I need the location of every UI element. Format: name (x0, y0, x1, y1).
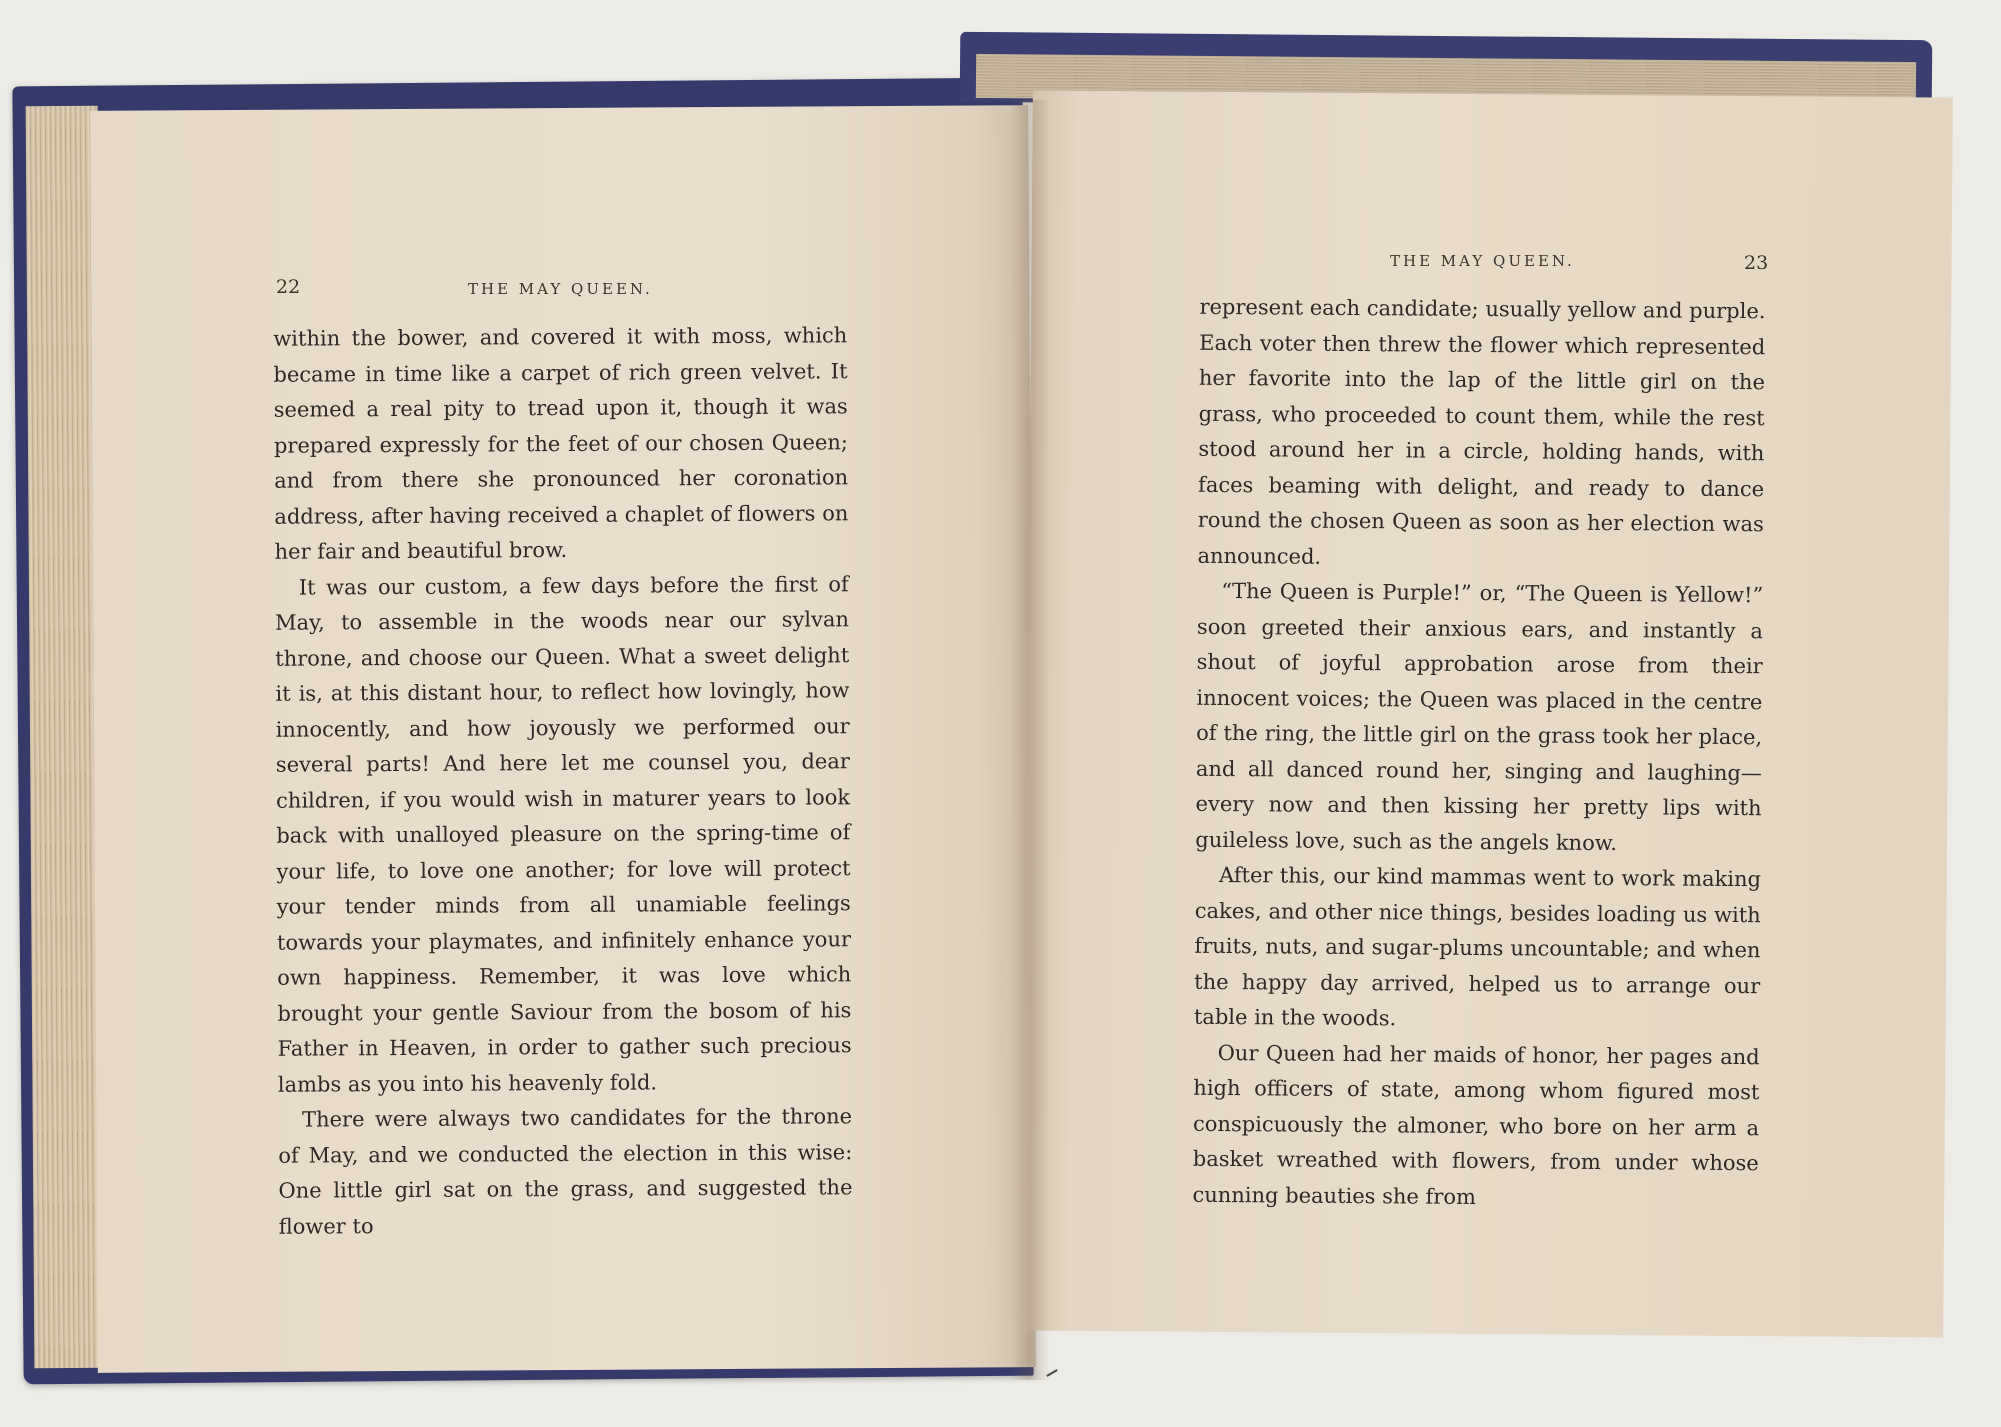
left-page-number: 22 (276, 276, 301, 298)
right-paragraph-1: represent each candidate; usually yellow and purple. Each voter then threw the flower which represented her favorite into the lap of the little girl on the grass, who proceeded to count them, while the rest stood around her in a circle, holding hands, with faces beaming with delight, and ready to dance round the chosen Queen as soon as her election was announced. (1197, 294, 1766, 569)
right-page-body (1192, 290, 1765, 1217)
gutter-shadow (1010, 100, 1050, 1380)
right-paragraph-4: Our Queen had her maids of honor, her pages and high officers of state, among whom figured most conspicuously the almoner, who bore on her arm a basket wreathed with flowers, from under whose cunning beauties she from (1192, 1040, 1760, 1209)
right-paragraph-2: “The Queen is Purple!” or, “The Queen is Yellow!” soon greeted their anxious ears, and instantly a shout of joyful approbation arose from their innocent voices; the Queen was placed in the centre of the ring, the little girl on the grass took her place, and all danced round her, singing and laughing—every now and then kissing her pretty lips with guileless love, such as the angels know. (1195, 578, 1764, 855)
left-running-head: THE MAY QUEEN. (468, 280, 653, 298)
right-page-number: 23 (1744, 252, 1769, 274)
left-page-body (273, 318, 853, 1244)
right-paragraph-3: After this, our kind mammas went to work making cakes, and other nice things, besides loading us with fruits, nuts, and sugar-plums uncountable; and when the happy day arrived, helped us to arrange our table in the woods. (1193, 862, 1762, 1031)
left-paragraph-2: It was our custom, a few days before the first of May, to assemble in the woods near our sylvan throne, and choose our Queen. What a sweet delight it is, at this distant hour, to reflect how lovingly, how innocently, and how joyously we performed our several parts! And here let me counsel you, dear children, if you would wish in maturer years to look back with unalloyed pleasure on the spring-time of your life, to love one another; for love will protect your tender minds from all unamiable feelings towards your playmates, and infinitely enhance your own happiness. Remember, it was love which brought your gentle Saviour from the bosom of his Father in Heaven, in order to gather such precious lambs as you into his heavenly fold. (274, 571, 852, 1097)
right-running-head: THE MAY QUEEN. (1390, 252, 1575, 270)
left-paragraph-3: There were always two candidates for the throne of May, and we conducted the election in this wise: One little girl sat on the grass, and suggested the flower to (278, 1104, 853, 1239)
left-paragraph-1: within the bower, and covered it with moss, which became in time like a carpet of rich green velvet. It seemed a real pity to tread upon it, though it was prepared expressly for the feet of our chosen Queen; and from there she pronounced her coronation address, after having received a chaplet of flowers on her fair and beautiful brow. (273, 323, 849, 564)
